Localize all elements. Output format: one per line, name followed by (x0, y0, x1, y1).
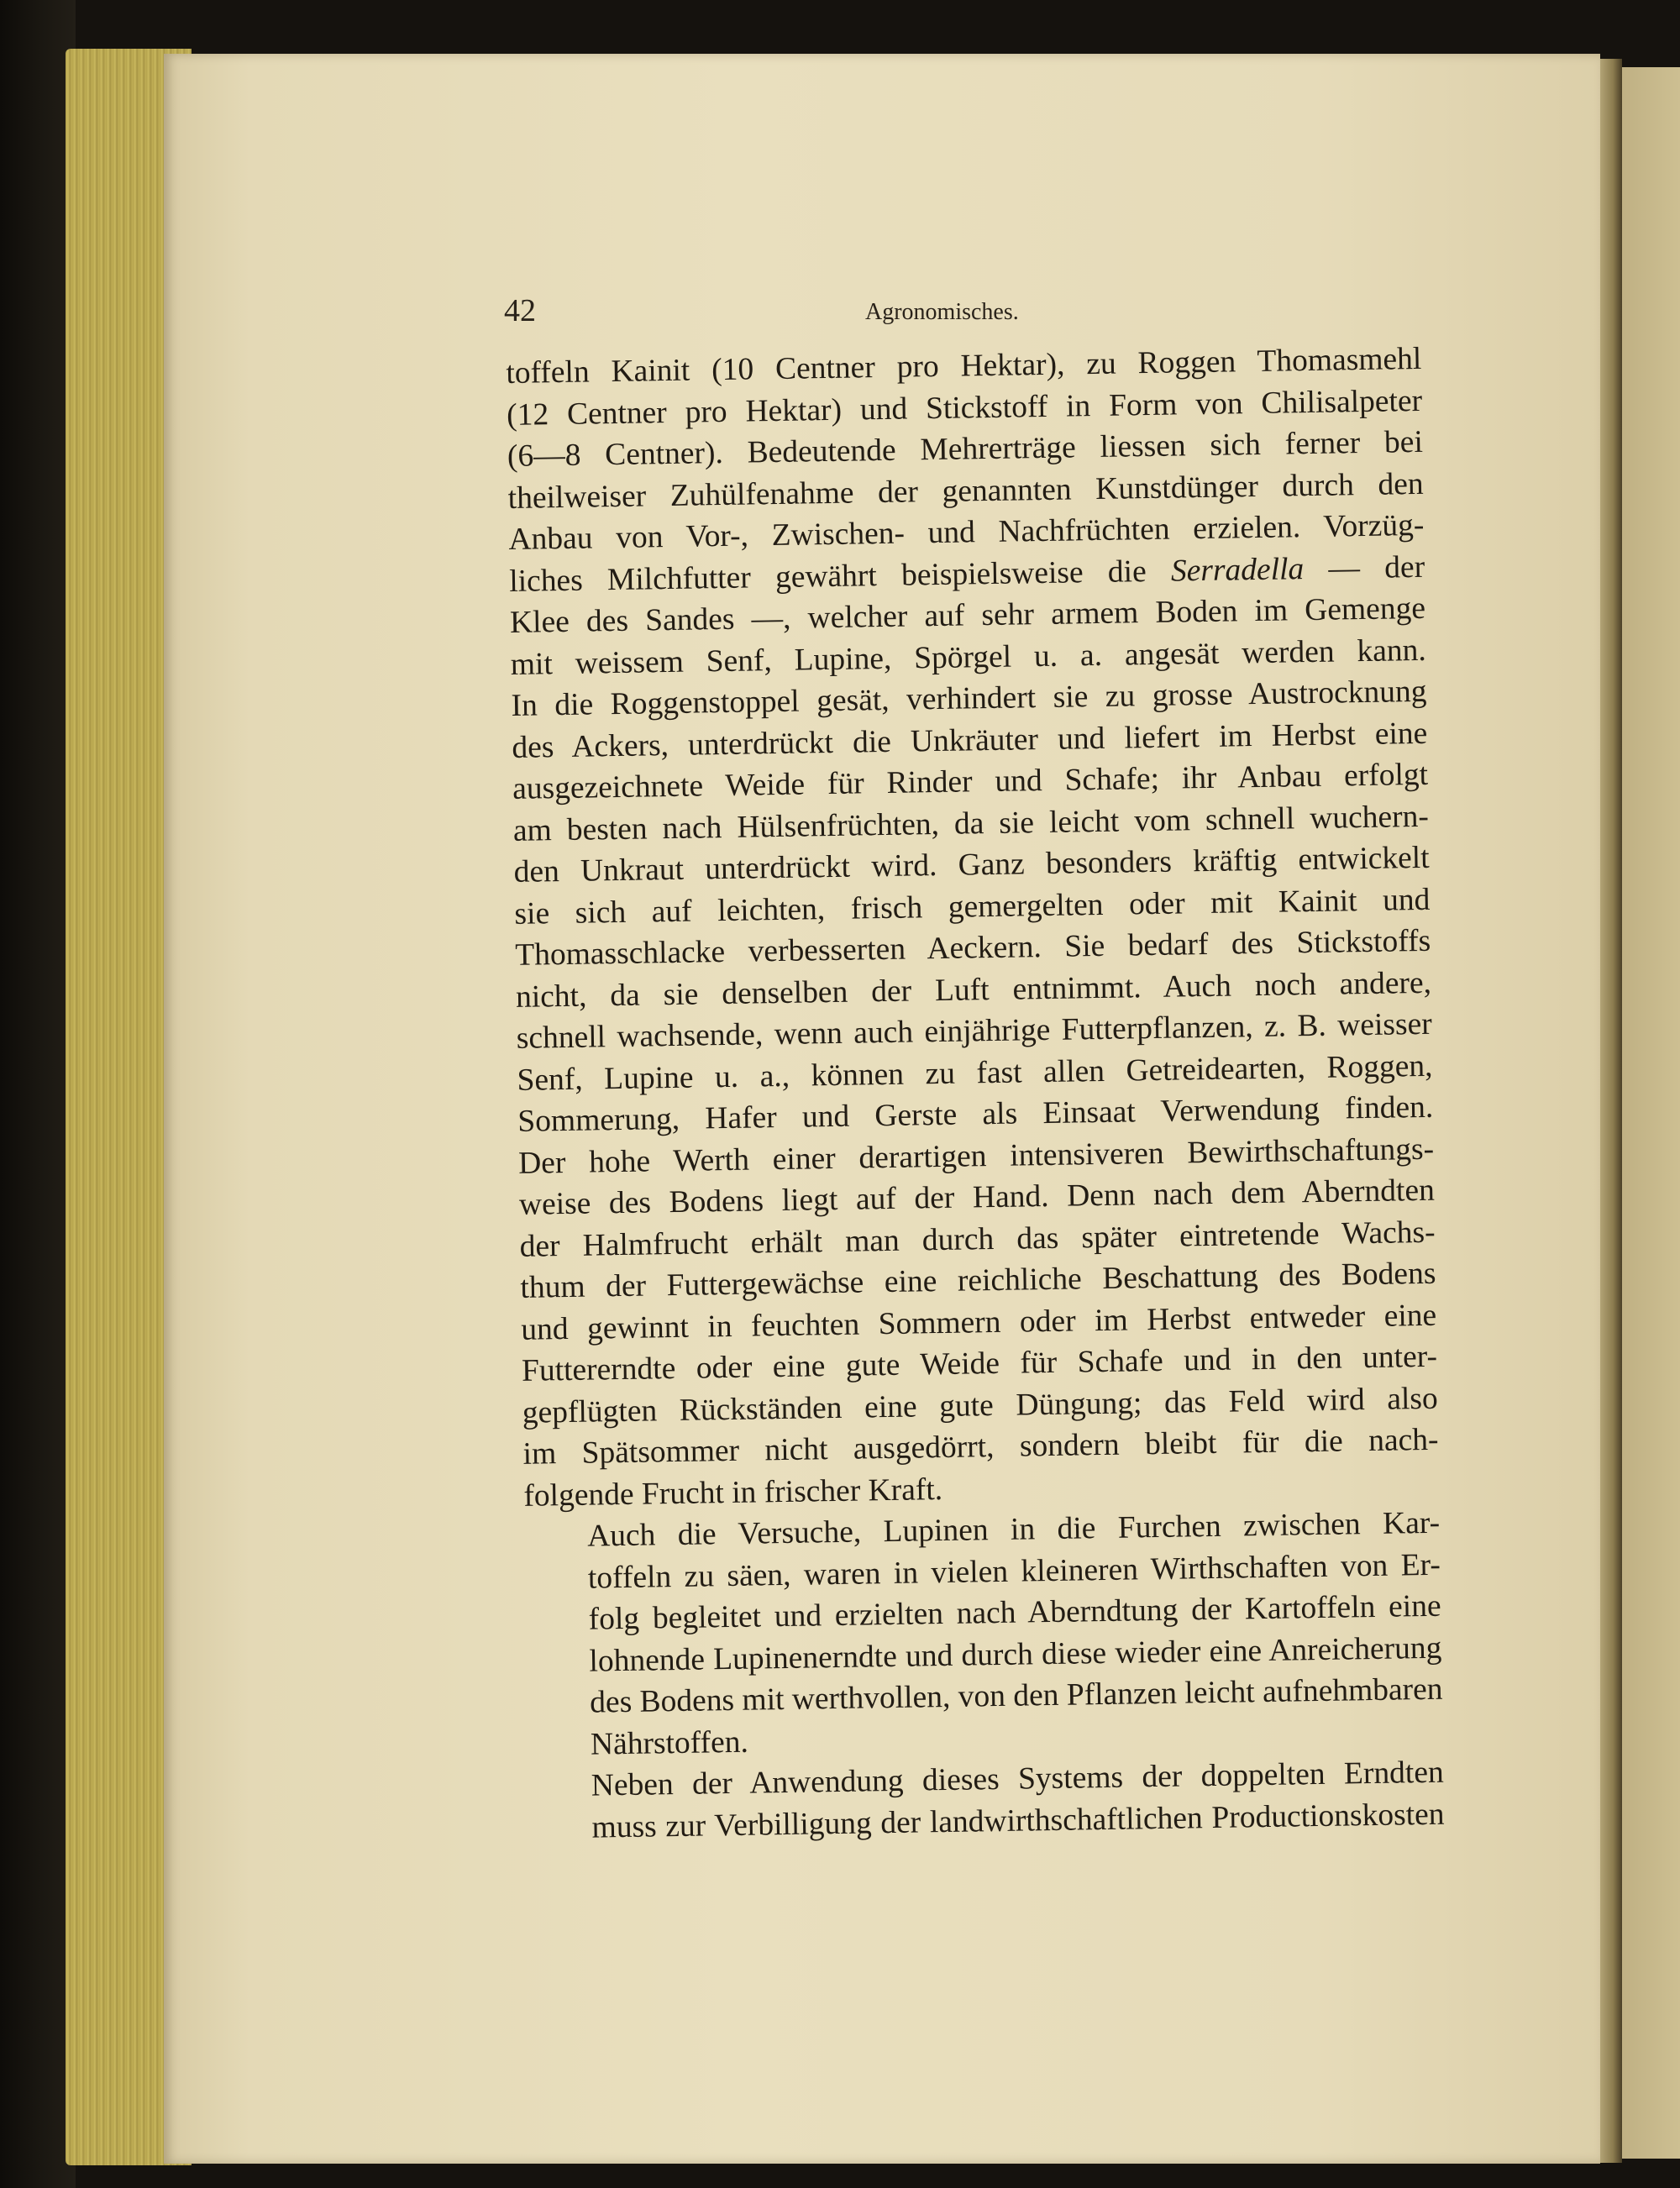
text-line: am besten nach Hülsenfrüchten, da sie leicht vom schnell wuchern- (512, 799, 1430, 848)
text-line: der Halmfrucht erhält man durch das später eintretende Wachs- (519, 1215, 1436, 1264)
facing-page-edge (1620, 67, 1680, 2159)
paragraph (528, 1752, 1444, 1850)
text-line: (6—8 Centner). Bedeutende Mehrerträge liessen sich ferner bei (507, 424, 1424, 474)
text-line: gepflügten Rückständen eine gute Düngung; das Feld wird also (522, 1381, 1439, 1430)
text-line: des Bodens mit werthvollen, von den Pflanzen leicht aufnehmbaren (589, 1671, 1443, 1720)
text-line: muss zur Verbilligung der landwirthschaftlichen Productionskosten (591, 1797, 1445, 1845)
text-line: schnell wachsende, wenn auch einjährige Futterpflanzen, z. B. weisser (516, 1006, 1433, 1056)
text-line: toffeln zu säen, waren in vielen kleineren Wirthschaften von Er- (587, 1547, 1441, 1596)
running-title: Agronomisches. (865, 299, 1019, 325)
text-line: mit weissem Senf, Lupine, Spörgel u. a. angesät werden kann. (510, 632, 1427, 682)
text-line: sie sich auf leichten, frisch gemergelten oder mit Kainit und (514, 882, 1431, 931)
text-line: im Spätsommer nicht ausgedörrt, sondern bleibt für die nach- (522, 1422, 1439, 1472)
text-line: theilweiser Zuhülfenahme der genannten Kunstdünger durch den (507, 466, 1424, 516)
text-line: Neben der Anwendung dieses Systems der doppelten Erndten (591, 1755, 1445, 1803)
page-header (504, 292, 1420, 343)
text-line: In die Roggenstoppel gesät, verhindert sie zu grosse Austrocknung (511, 674, 1427, 723)
page-number: 42 (504, 293, 536, 328)
italic-term: Serradella (1170, 551, 1305, 589)
text-line: Anbau von Vor-, Zwischen- und Nachfrüchten erzielen. Vorzüg- (508, 507, 1425, 557)
text-line: toffeln Kainit (10 Centner pro Hektar), zu Roggen Thomasmehl (506, 341, 1422, 391)
text-line: folgende Frucht in frischer Kraft. (523, 1472, 943, 1514)
book-cover (0, 0, 76, 2188)
text-line: des Ackers, unterdrückt die Unkräuter und liefert im Herbst eine (512, 716, 1428, 765)
text-line: Senf, Lupine u. a., können zu fast allen Getreidearten, Roggen, (517, 1048, 1433, 1098)
text-line: den Unkraut unterdrückt wird. Ganz besonders kräftig entwickelt (513, 840, 1430, 889)
text-line: Der hohe Werth einer derartigen intensiveren Bewirthschaftungs- (517, 1131, 1435, 1181)
text-line: Thomasschlacke verbesserten Aeckern. Sie bedarf des Stickstoffs (514, 923, 1431, 973)
text-line: Auch die Versuche, Lupinen in die Furchen zwischen Kar- (586, 1505, 1441, 1554)
text-line: Futtererndte oder eine gute Weide für Schafe und in den unter- (521, 1339, 1438, 1388)
text-line: ausgezeichnete Weide für Rinder und Schafe; ihr Anbau erfolgt (512, 757, 1429, 806)
paragraph (506, 338, 1440, 1517)
text-line: folg begleitet und erzielten nach Aberndtung der Kartoffeln eine (588, 1588, 1441, 1637)
text-line: liches Milchfutter gewährt beispielsweise die Serradella — der (508, 549, 1425, 599)
text-line: und gewinnt in feuchten Sommern oder im Herbst entweder eine (520, 1298, 1437, 1347)
text-line: nicht, da sie denselben der Luft entnimmt. Auch noch andere, (515, 965, 1432, 1015)
text-line: lohnende Lupinenerndte und durch diese wieder eine Anreicherung (589, 1630, 1442, 1679)
paragraph (524, 1503, 1444, 1766)
body-text (506, 338, 1445, 1850)
text-line: thum der Futtergewächse eine reichliche Beschattung des Bodens (520, 1256, 1436, 1305)
text-line: Nährstoffen. (590, 1724, 749, 1762)
text-line: Klee des Sandes —, welcher auf sehr armem Boden im Gemenge (509, 590, 1426, 640)
text-line: weise des Bodens liegt auf der Hand. Denn nach dem Aberndten (518, 1173, 1436, 1222)
text-line: (12 Centner pro Hektar) und Stickstoff in Form von Chilisalpeter (506, 383, 1423, 433)
text-line: Sommerung, Hafer und Gerste als Einsaat Verwendung finden. (517, 1089, 1434, 1139)
